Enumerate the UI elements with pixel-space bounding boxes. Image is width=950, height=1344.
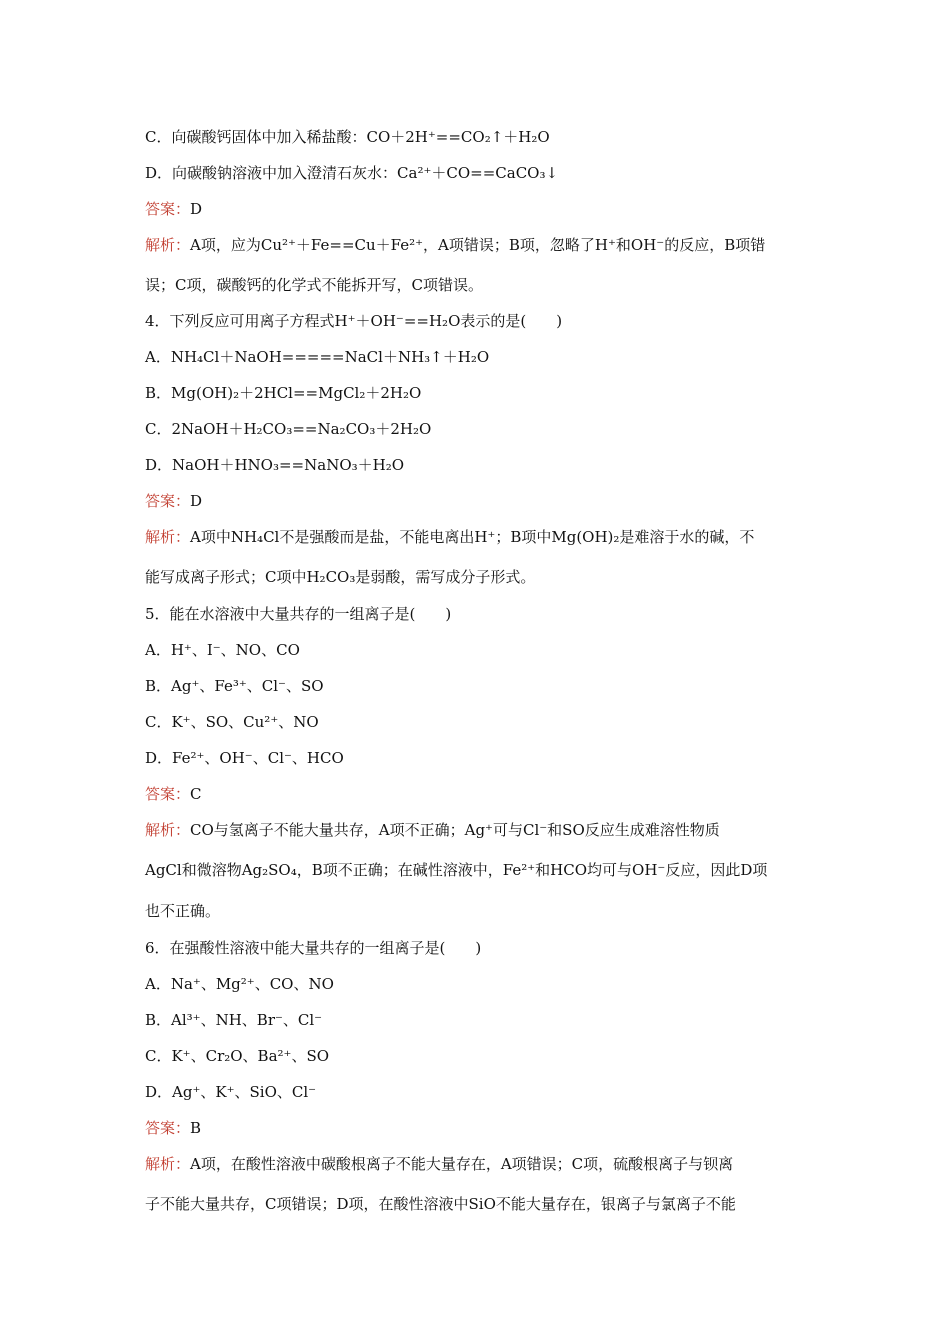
q6-explanation-line-1: 解析：A项，在酸性溶液中碳酸根离子不能大量存在，A项错误；C项，硫酸根离子与钡离 (145, 1155, 734, 1173)
explanation-label: 解析： (145, 1155, 191, 1173)
answer-value: B (190, 1119, 202, 1137)
q4-option-d: D．NaOH＋HNO₃==NaNO₃＋H₂O (145, 456, 405, 474)
q6-answer (145, 1118, 805, 1138)
answer-value: D (190, 200, 203, 218)
q3-explanation-line-1: 解析：A项，应为Cu²⁺＋Fe==Cu＋Fe²⁺，A项错误；B项，忽略了H⁺和OH⁻的反应，B项错 (145, 236, 766, 254)
q5-option-b: B．Ag⁺、Fe³⁺、Cl⁻、SO (145, 677, 324, 695)
q3-explanation-line-2: 误；C项，碳酸钙的化学式不能拆开写，C项错误。 (145, 276, 483, 294)
q4-explanation-line-1: 解析：A项中NH₄Cl不是强酸而是盐，不能电离出H⁺；B项中Mg(OH)₂是难溶于水的碱，不 (145, 528, 755, 546)
q3-option-c: C．向碳酸钙固体中加入稀盐酸：CO＋2H⁺==CO₂↑＋H₂O (145, 128, 550, 146)
q4-option-c: C．2NaOH＋H₂CO₃==Na₂CO₃＋2H₂O (145, 420, 432, 438)
explanation-label: 解析： (145, 821, 191, 839)
q3-option-d: D．向碳酸钠溶液中加入澄清石灰水：Ca²⁺＋CO==CaCO₃↓ (145, 164, 559, 182)
q6-option-a: A．Na⁺、Mg²⁺、CO、NO (145, 975, 334, 993)
explanation-label: 解析： (145, 236, 191, 254)
q4-stem: 4．下列反应可用离子方程式H⁺＋OH⁻==H₂O表示的是( ) (145, 312, 563, 330)
answer-label: 答案： (145, 1119, 191, 1137)
q4-explanation-line-2: 能写成离子形式；C项中H₂CO₃是弱酸，需写成分子形式。 (145, 568, 536, 586)
q5-answer (145, 784, 805, 804)
q6-option-c: C．K⁺、Cr₂O、Ba²⁺、SO (145, 1047, 330, 1065)
q6-option-d: D．Ag⁺、K⁺、SiO、Cl⁻ (145, 1083, 317, 1101)
q3-answer (145, 199, 805, 219)
answer-label: 答案： (145, 200, 191, 218)
q6-option-b: B．Al³⁺、NH、Br⁻、Cl⁻ (145, 1011, 323, 1029)
q5-explanation-line-2: AgCl和微溶物Ag₂SO₄，B项不正确；在碱性溶液中，Fe²⁺和HCO均可与OH⁻反应，因此D项 (145, 861, 768, 879)
q5-option-c: C．K⁺、SO、Cu²⁺、NO (145, 713, 319, 731)
explanation-label: 解析： (145, 528, 191, 546)
q4-option-a: A．NH₄Cl＋NaOH=====NaCl＋NH₃↑＋H₂O (145, 348, 490, 366)
answer-value: C (190, 785, 202, 803)
answer-value: D (190, 492, 203, 510)
q5-explanation-line-3: 也不正确。 (145, 902, 221, 920)
q6-stem: 6．在强酸性溶液中能大量共存的一组离子是( ) (145, 939, 482, 957)
q5-stem: 5．能在水溶液中大量共存的一组离子是( ) (145, 605, 452, 623)
answer-label: 答案： (145, 492, 191, 510)
q5-option-d: D．Fe²⁺、OH⁻、Cl⁻、HCO (145, 749, 344, 767)
answer-label: 答案： (145, 785, 191, 803)
q4-answer (145, 491, 805, 511)
q6-explanation-line-2: 子不能大量共存，C项错误；D项，在酸性溶液中SiO不能大量存在，银离子与氯离子不能 (145, 1195, 736, 1213)
q5-explanation-line-1: 解析：CO与氢离子不能大量共存，A项不正确；Ag⁺可与Cl⁻和SO反应生成难溶性物质 (145, 821, 720, 839)
q4-option-b: B．Mg(OH)₂＋2HCl==MgCl₂＋2H₂O (145, 384, 422, 402)
q5-option-a: A．H⁺、I⁻、NO、CO (145, 641, 300, 659)
